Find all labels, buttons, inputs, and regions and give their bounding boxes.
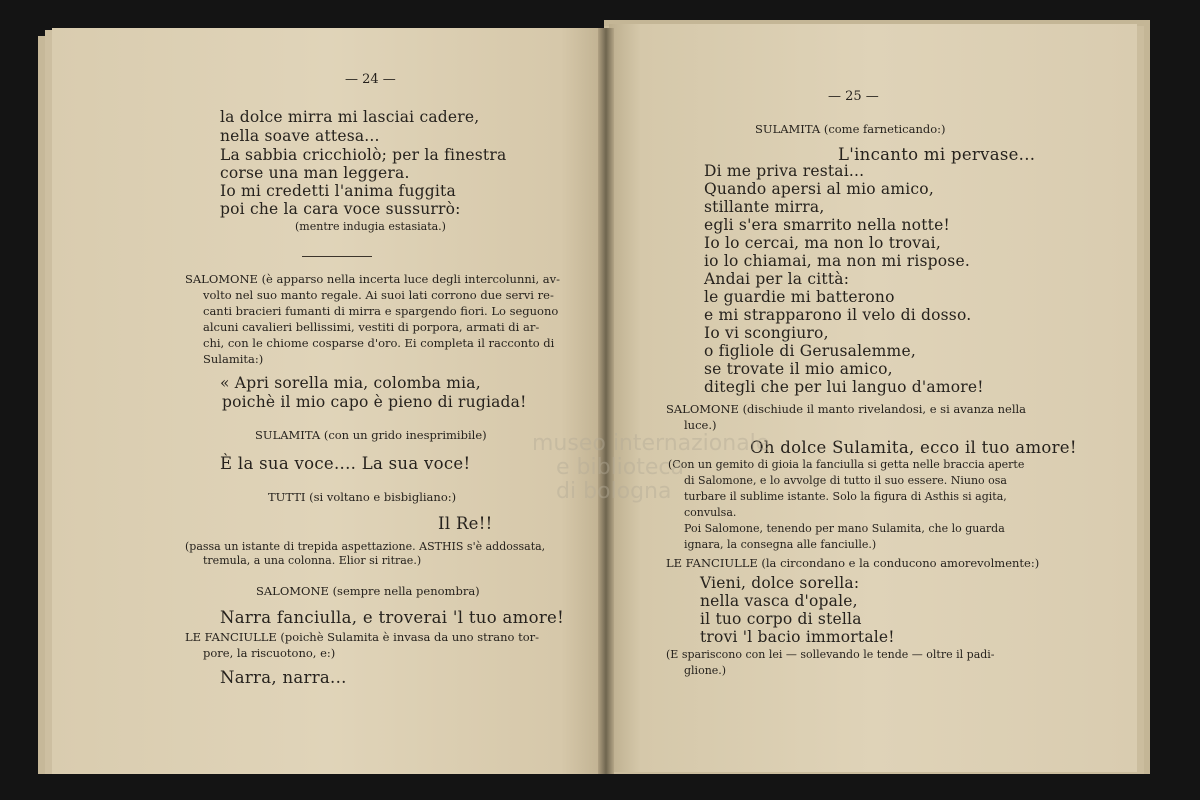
verse-line: Vieni, dolce sorella: [700, 574, 860, 592]
stage-direction: (E spariscono con lei — sollevando le tende — oltre il padi- [666, 648, 995, 661]
verse-line: se trovate il mio amico, [704, 360, 893, 378]
character-cue: SALOMONE (sempre nella penombra) [256, 584, 480, 598]
stage-direction: canti bracieri fumanti di mirra e spargendo fiori. Lo seguono [203, 304, 559, 318]
stage-direction: di Salomone, e lo avvolge di tutto il suo essere. Niuno osa [684, 474, 1007, 487]
page-number-right: — 25 — [828, 89, 879, 104]
verse-line: egli s'era smarrito nella notte! [704, 216, 950, 234]
verse-line: Quando apersi al mio amico, [704, 180, 934, 198]
watermark-line: museo internazionale [532, 431, 770, 456]
verse-line: Di me priva restai... [704, 162, 865, 180]
verse-line: ditegli che per lui languo d'amore! [704, 378, 984, 396]
dialogue-line: Oh dolce Sulamita, ecco il tuo amore! [750, 438, 1077, 457]
verse-line: Io vi scongiuro, [704, 324, 829, 342]
verse-line: la dolce mirra mi lasciai cadere, [220, 108, 480, 126]
character-cue: SULAMITA (come farneticando:) [755, 122, 946, 136]
book-gutter [598, 28, 614, 774]
verse-line: « Apri sorella mia, colomba mia, [220, 374, 481, 392]
dialogue-line: È la sua voce.... La sua voce! [220, 454, 471, 473]
stage-direction: Poi Salomone, tenendo per mano Sulamita, che lo guarda [684, 522, 1005, 535]
stage-direction: (mentre indugia estasiata.) [295, 220, 446, 233]
stage-direction: ignara, la consegna alle fanciulle.) [684, 538, 877, 551]
character-cue: TUTTI (si voltano e bisbigliano:) [268, 490, 457, 504]
verse-line: corse una man leggera. [220, 164, 410, 182]
verse-line: trovi 'l bacio immortale! [700, 628, 895, 646]
stage-direction: (passa un istante di trepida aspettazione. ASTHIS s'è addossata, [185, 540, 546, 553]
stage-direction: chi, con le chiome cosparse d'oro. Ei completa il racconto di [203, 336, 555, 350]
dialogue-line: Narra, narra... [220, 668, 347, 687]
verse-line: Andai per la città: [704, 270, 850, 288]
verse-line: Io mi credetti l'anima fuggita [220, 182, 456, 200]
dialogue-line: Il Re!! [438, 514, 493, 533]
verse-line: poi che la cara voce sussurrò: [220, 200, 461, 218]
page-number-left: — 24 — [345, 72, 396, 87]
stage-direction: (Con un gemito di gioia la fanciulla si getta nelle braccia aperte [668, 458, 1025, 471]
stage-direction: glione.) [684, 664, 727, 677]
stage-direction: Sulamita:) [203, 352, 264, 366]
character-cue: SULAMITA (con un grido inesprimibile) [255, 428, 487, 442]
verse-line: stillante mirra, [704, 198, 825, 216]
stage-direction: luce.) [684, 418, 717, 432]
stage-direction: tremula, a una colonna. Elior si ritrae.) [203, 554, 422, 567]
section-divider [302, 256, 372, 257]
museum-watermark [532, 432, 769, 504]
verse-line: nella soave attesa... [220, 127, 380, 145]
stage-direction: volto nel suo manto regale. Ai suoi lati corrono due servi re- [203, 288, 554, 302]
verse-line: le guardie mi batterono [704, 288, 895, 306]
stage-direction: convulsa. [684, 506, 737, 519]
character-cue: LE FANCIULLE (la circondano e la conducono amorevolmente:) [666, 556, 1040, 570]
verse-line: e mi strapparono il velo di dosso. [704, 306, 972, 324]
stage-direction: SALOMONE (dischiude il manto rivelandosi, e si avanza nella [666, 402, 1027, 416]
verse-line: Io lo cercai, ma non lo trovai, [704, 234, 941, 252]
dialogue-line: L'incanto mi pervase... [838, 145, 1036, 164]
stage-direction: turbare il sublime istante. Solo la figura di Asthis si agita, [684, 490, 1007, 503]
stage-direction: SALOMONE (è apparso nella incerta luce degli intercolunni, av- [185, 272, 560, 286]
watermark-line: di bologna [556, 479, 672, 504]
verse-line: La sabbia cricchiolò; per la finestra [220, 146, 507, 164]
verse-line: io lo chiamai, ma non mi rispose. [704, 252, 970, 270]
stage-direction: alcuni cavalieri bellissimi, vestiti di porpora, armati di ar- [203, 320, 540, 334]
dialogue-line: Narra fanciulla, e troverai 'l tuo amore! [220, 608, 565, 627]
verse-line: nella vasca d'opale, [700, 592, 858, 610]
verse-line: il tuo corpo di stella [700, 610, 862, 628]
verse-line: o figliole di Gerusalemme, [704, 342, 916, 360]
stage-direction: pore, la riscuotono, e:) [203, 646, 336, 660]
verse-line: poichè il mio capo è pieno di rugiada! [222, 393, 527, 411]
stage-direction: LE FANCIULLE (poichè Sulamita è invasa da uno strano tor- [185, 630, 540, 644]
watermark-line: e biblioteca [556, 455, 684, 480]
